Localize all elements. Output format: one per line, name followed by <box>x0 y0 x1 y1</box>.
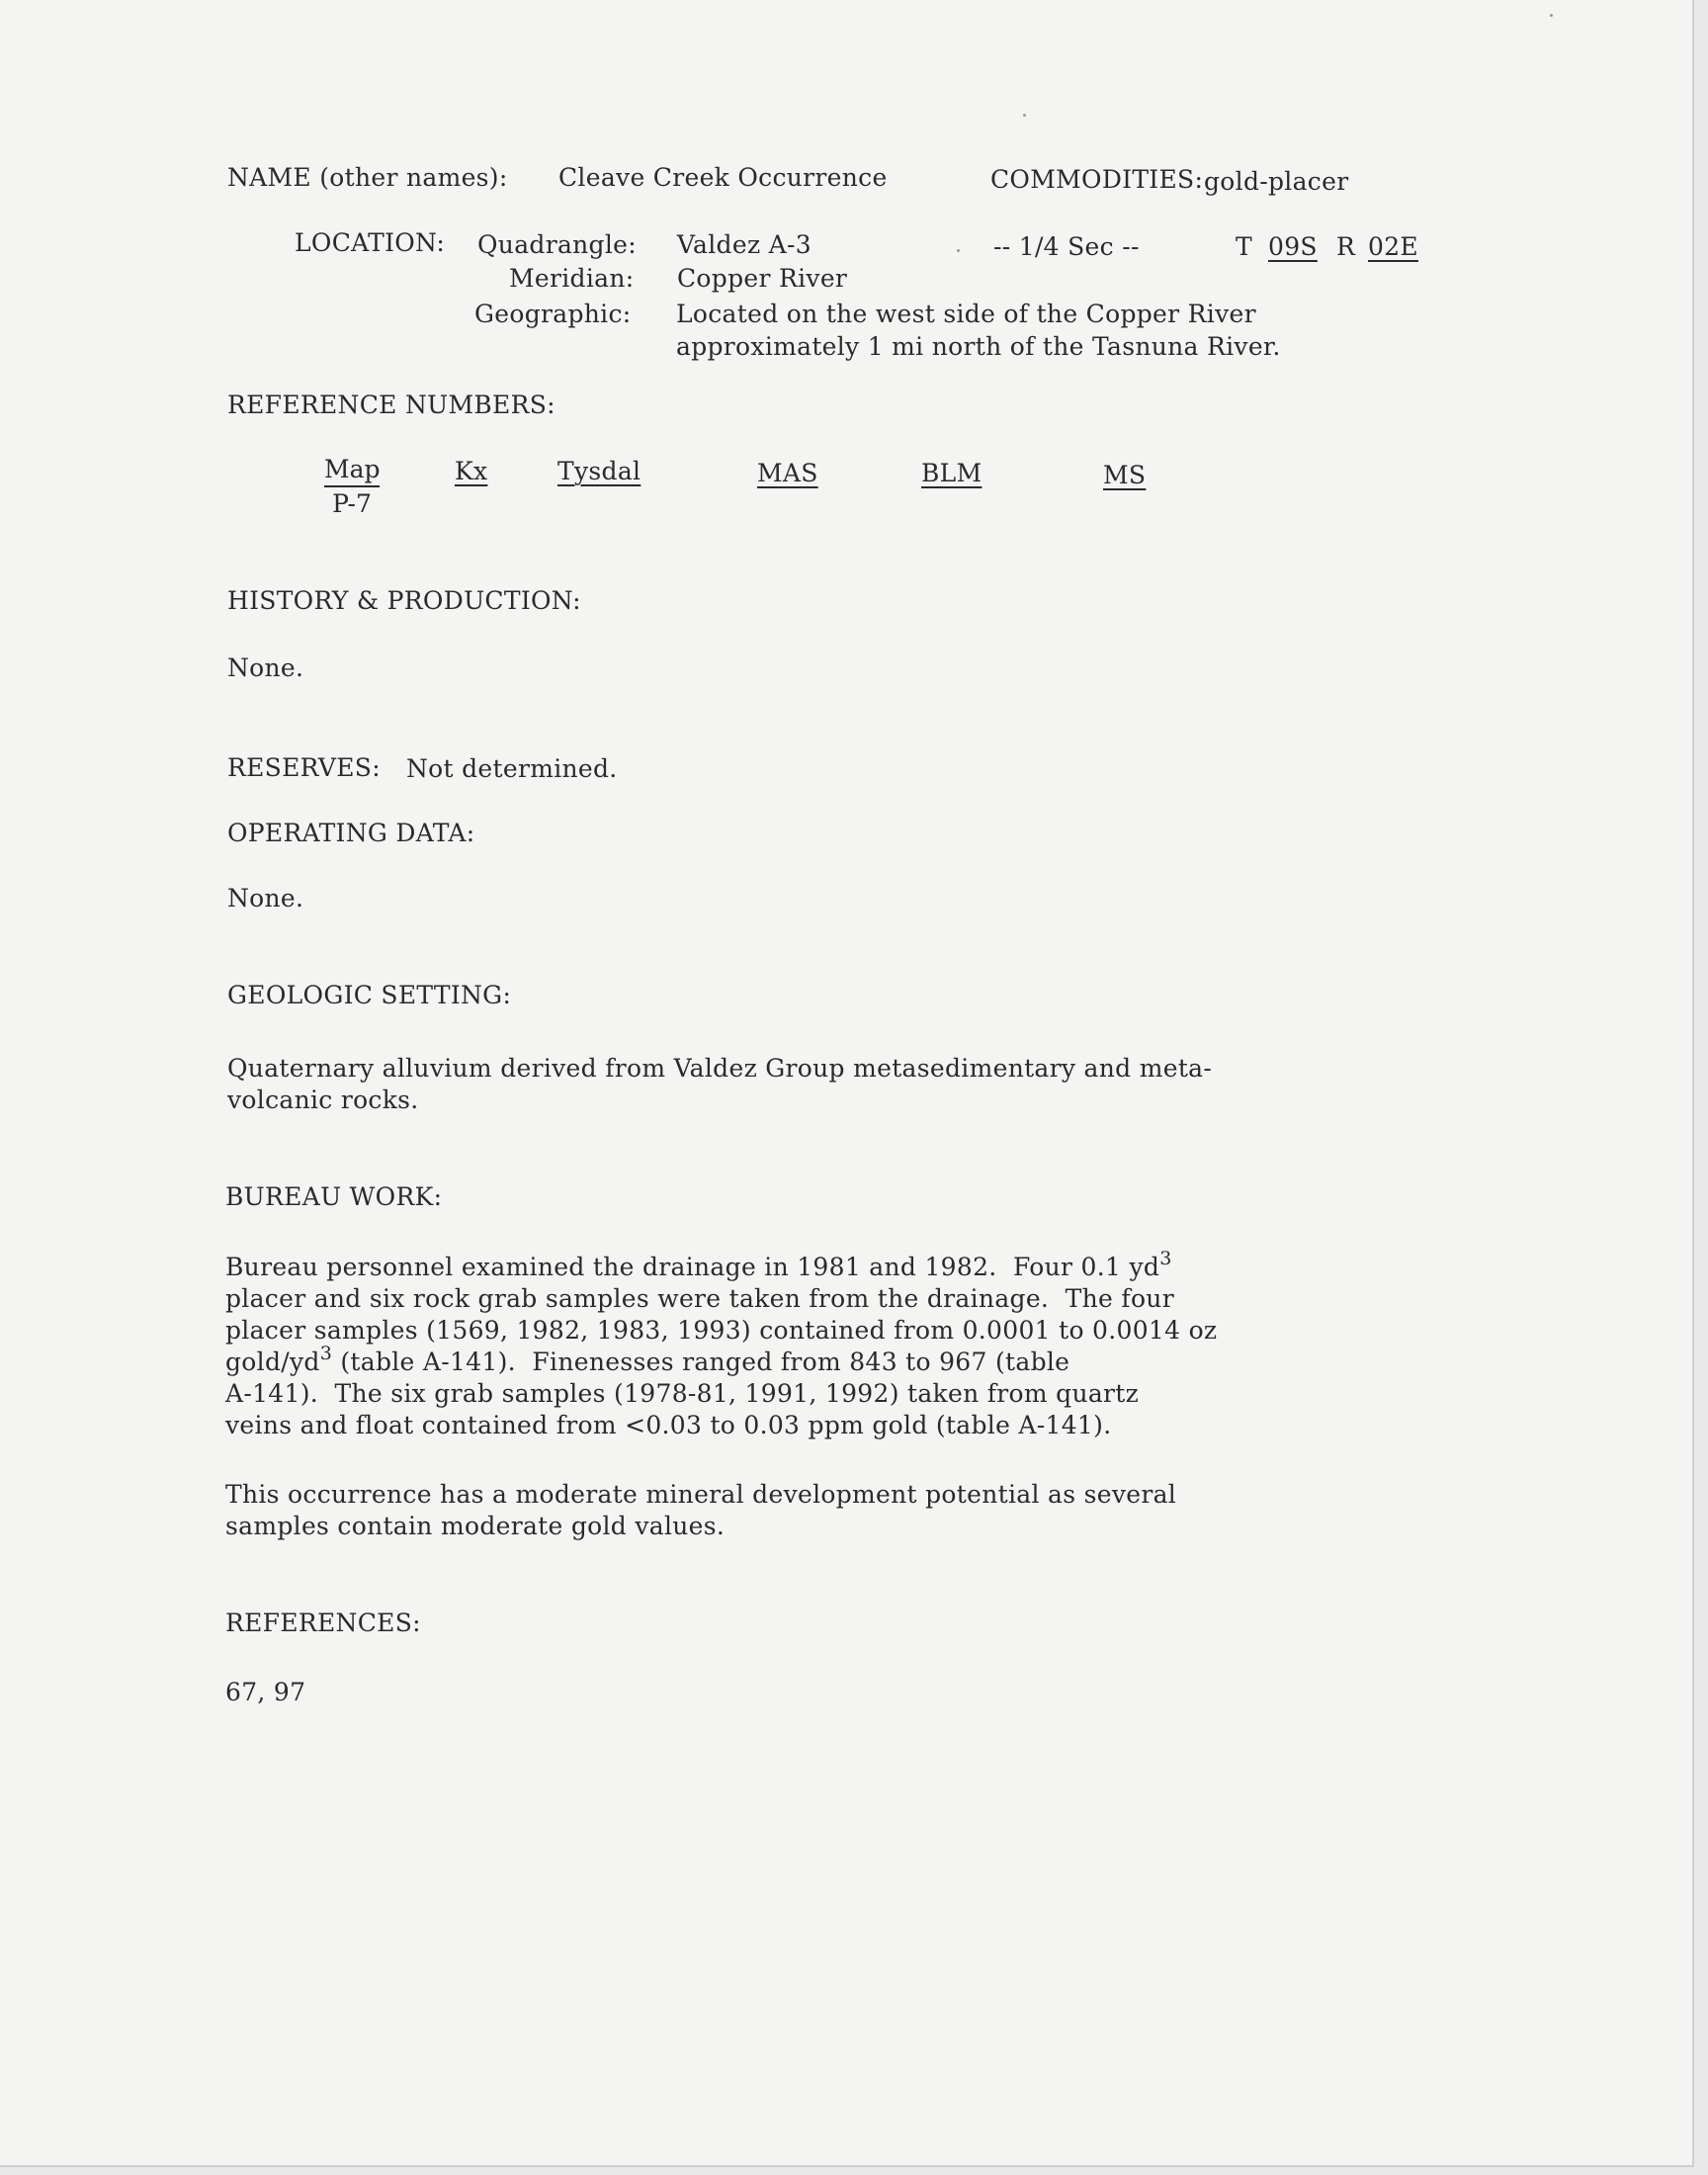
references-text: 67, 97 <box>225 1678 306 1706</box>
reserves-label: RESERVES: <box>227 753 381 782</box>
bureau-para2-line-2: samples contain moderate gold values. <box>225 1512 726 1540</box>
sec-text: -- 1/4 Sec -- <box>993 232 1140 261</box>
bureau-line-1-sup: 3 <box>1159 1248 1172 1269</box>
map-reference <box>324 455 380 518</box>
bureau-line-6: veins and float contained from <0.03 to 0.03 ppm gold (table A-141). <box>225 1411 1112 1439</box>
name-label: NAME (other names): <box>227 163 508 192</box>
bureau-line-2: placer and six rock grab samples were taken from the drainage. The four <box>225 1284 1174 1313</box>
bureau-line-4 <box>225 1343 1070 1378</box>
quadrangle-value: Valdez A-3 <box>677 230 811 259</box>
meridian-label: Meridian: <box>509 264 635 293</box>
bureau-line-1 <box>225 1248 1172 1283</box>
bureau-line-4-sup: 3 <box>319 1343 333 1364</box>
range-label: R <box>1336 232 1356 261</box>
geologic-line-2: volcanic rocks. <box>227 1086 419 1114</box>
bureau-line-5: A-141). The six grab samples (1978-81, 1991, 1992) taken from quartz <box>225 1379 1140 1408</box>
geologic-setting-label: GEOLOGIC SETTING: <box>227 981 512 1009</box>
reserves-text: Not determined. <box>406 754 618 783</box>
ms-reference: MS <box>1103 461 1147 489</box>
geographic-line-2: approximately 1 mi north of the Tasnuna River. <box>676 332 1281 361</box>
geographic-line-1: Located on the west side of the Copper River <box>676 300 1256 328</box>
scan-speck <box>957 249 960 252</box>
map-label: Map <box>324 455 380 487</box>
geologic-line-1: Quaternary alluvium derived from Valdez Group metasedimentary and meta- <box>227 1054 1213 1083</box>
scan-speck <box>1023 114 1026 117</box>
bureau-line-4-a: gold/yd <box>225 1348 320 1376</box>
bureau-work-label: BUREAU WORK: <box>225 1182 443 1211</box>
bureau-line-4-b: (table A-141). Finenesses ranged from 843 to 967 (table <box>332 1348 1070 1376</box>
tysdal-reference: Tysdal <box>557 457 641 485</box>
history-label: HISTORY & PRODUCTION: <box>227 586 581 615</box>
bureau-para2-line-1: This occurrence has a moderate mineral development potential as several <box>225 1480 1177 1509</box>
references-label: REFERENCES: <box>225 1609 421 1637</box>
quadrangle-label: Quadrangle: <box>477 230 637 259</box>
bureau-line-1-text: Bureau personnel examined the drainage in 1981 and 1982. Four 0.1 yd <box>225 1253 1160 1281</box>
operating-data-text: None. <box>227 884 304 913</box>
kx-reference: Kx <box>455 457 488 485</box>
history-text: None. <box>227 653 304 682</box>
map-value: P-7 <box>332 489 372 518</box>
name-value: Cleave Creek Occurrence <box>558 163 888 192</box>
operating-data-label: OPERATING DATA: <box>227 819 475 847</box>
commodities-label: COMMODITIES: <box>990 165 1204 194</box>
blm-reference: BLM <box>921 459 982 487</box>
bureau-line-3: placer samples (1569, 1982, 1983, 1993) contained from 0.0001 to 0.0014 oz <box>225 1316 1218 1345</box>
township-value: 09S <box>1268 232 1318 261</box>
scan-speck <box>1550 14 1553 17</box>
reference-numbers-label: REFERENCE NUMBERS: <box>227 391 555 419</box>
meridian-value: Copper River <box>677 264 848 293</box>
geographic-label: Geographic: <box>474 300 632 328</box>
mas-reference: MAS <box>757 459 818 487</box>
commodities-value: gold-placer <box>1204 167 1349 196</box>
township-label: T <box>1236 232 1252 261</box>
range-value: 02E <box>1368 232 1418 261</box>
location-label: LOCATION: <box>295 228 446 257</box>
